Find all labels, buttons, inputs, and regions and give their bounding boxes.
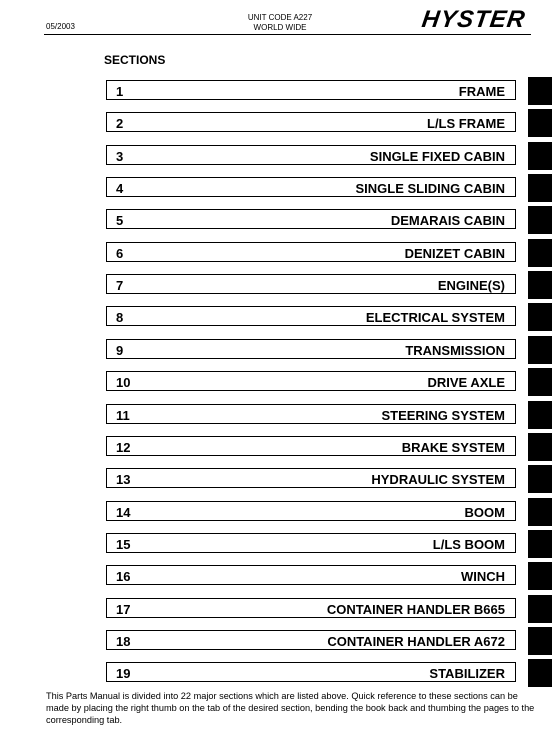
section-number: 9	[116, 343, 124, 358]
section-number: 6	[116, 246, 124, 261]
section-number: 13	[116, 472, 131, 487]
thumb-tab[interactable]	[528, 562, 552, 590]
section-number: 18	[116, 634, 131, 649]
section-name: CONTAINER HANDLER A672	[327, 634, 505, 649]
header-divider	[44, 34, 531, 35]
unit-code: UNIT CODE A227	[247, 13, 313, 22]
section-row[interactable]	[106, 468, 516, 488]
unit-code-block	[210, 13, 350, 33]
section-number: 1	[116, 84, 124, 99]
section-row[interactable]	[106, 436, 516, 456]
section-number: 15	[116, 537, 131, 552]
section-row[interactable]	[106, 404, 516, 424]
section-name: ELECTRICAL SYSTEM	[365, 310, 505, 325]
section-name: SINGLE SLIDING CABIN	[355, 181, 505, 196]
section-row[interactable]	[106, 209, 516, 229]
section-number: 5	[116, 213, 124, 228]
section-row[interactable]	[106, 339, 516, 359]
thumb-tab[interactable]	[528, 109, 552, 137]
hyster-logo: HYSTER	[420, 6, 528, 33]
section-name: ENGINE(S)	[437, 278, 505, 293]
section-row[interactable]	[106, 112, 516, 132]
section-row[interactable]	[106, 501, 516, 521]
section-number: 11	[116, 408, 130, 423]
section-row[interactable]	[106, 598, 516, 618]
section-name: FRAME	[458, 84, 505, 99]
section-name: CONTAINER HANDLER B665	[326, 602, 505, 617]
section-number: 3	[116, 149, 124, 164]
section-name: DEMARAIS CABIN	[390, 213, 505, 228]
section-name: STABILIZER	[429, 666, 505, 681]
section-row[interactable]	[106, 242, 516, 262]
thumb-tab[interactable]	[528, 465, 552, 493]
world-wide-label: WORLD WIDE	[253, 23, 307, 32]
section-row[interactable]	[106, 533, 516, 553]
section-row[interactable]	[106, 145, 516, 165]
thumb-tab[interactable]	[528, 433, 552, 461]
section-number: 8	[116, 310, 124, 325]
section-name: STEERING SYSTEM	[381, 408, 505, 423]
section-name: SINGLE FIXED CABIN	[369, 149, 505, 164]
thumb-tab[interactable]	[528, 336, 552, 364]
thumb-tab[interactable]	[528, 401, 552, 429]
section-row[interactable]	[106, 630, 516, 650]
section-row[interactable]	[106, 371, 516, 391]
thumb-tab[interactable]	[528, 659, 552, 687]
thumb-tab[interactable]	[528, 303, 552, 331]
section-name: TRANSMISSION	[405, 343, 505, 358]
thumb-tab[interactable]	[528, 498, 552, 526]
section-name: L/LS BOOM	[432, 537, 505, 552]
section-row[interactable]	[106, 274, 516, 294]
section-name: WINCH	[460, 569, 505, 584]
thumb-tab[interactable]	[528, 595, 552, 623]
section-name: L/LS FRAME	[427, 116, 505, 131]
document-date: 05/2003	[46, 22, 75, 31]
section-name: DRIVE AXLE	[427, 375, 505, 390]
section-name: HYDRAULIC SYSTEM	[371, 472, 505, 487]
section-number: 14	[116, 505, 131, 520]
thumb-tab[interactable]	[528, 142, 552, 170]
section-row[interactable]	[106, 662, 516, 682]
section-name: DENIZET CABIN	[404, 246, 505, 261]
section-number: 2	[116, 116, 124, 131]
section-number: 17	[116, 602, 131, 617]
section-name: BRAKE SYSTEM	[401, 440, 505, 455]
thumb-tab[interactable]	[528, 239, 552, 267]
section-number: 12	[116, 440, 131, 455]
thumb-tab[interactable]	[528, 368, 552, 396]
section-number: 16	[116, 569, 131, 584]
thumb-tab[interactable]	[528, 206, 552, 234]
section-number: 10	[116, 375, 131, 390]
thumb-tab[interactable]	[528, 627, 552, 655]
thumb-tab[interactable]	[528, 530, 552, 558]
section-number: 4	[116, 181, 124, 196]
thumb-tab[interactable]	[528, 77, 552, 105]
section-row[interactable]	[106, 565, 516, 585]
section-row[interactable]	[106, 177, 516, 197]
section-row[interactable]	[106, 306, 516, 326]
section-name: BOOM	[464, 505, 505, 520]
section-row[interactable]	[106, 80, 516, 100]
section-number: 7	[116, 278, 124, 293]
section-number: 19	[116, 666, 131, 681]
sections-title: SECTIONS	[104, 53, 166, 67]
footer-note: This Parts Manual is divided into 22 major sections which are listed above. Quick reference to these sections can be made by placing the right thumb on the tab of the desired section, bending the book back and thumbing the pages to the corresponding tab.	[46, 691, 535, 725]
thumb-tab[interactable]	[528, 271, 552, 299]
thumb-tab[interactable]	[528, 174, 552, 202]
